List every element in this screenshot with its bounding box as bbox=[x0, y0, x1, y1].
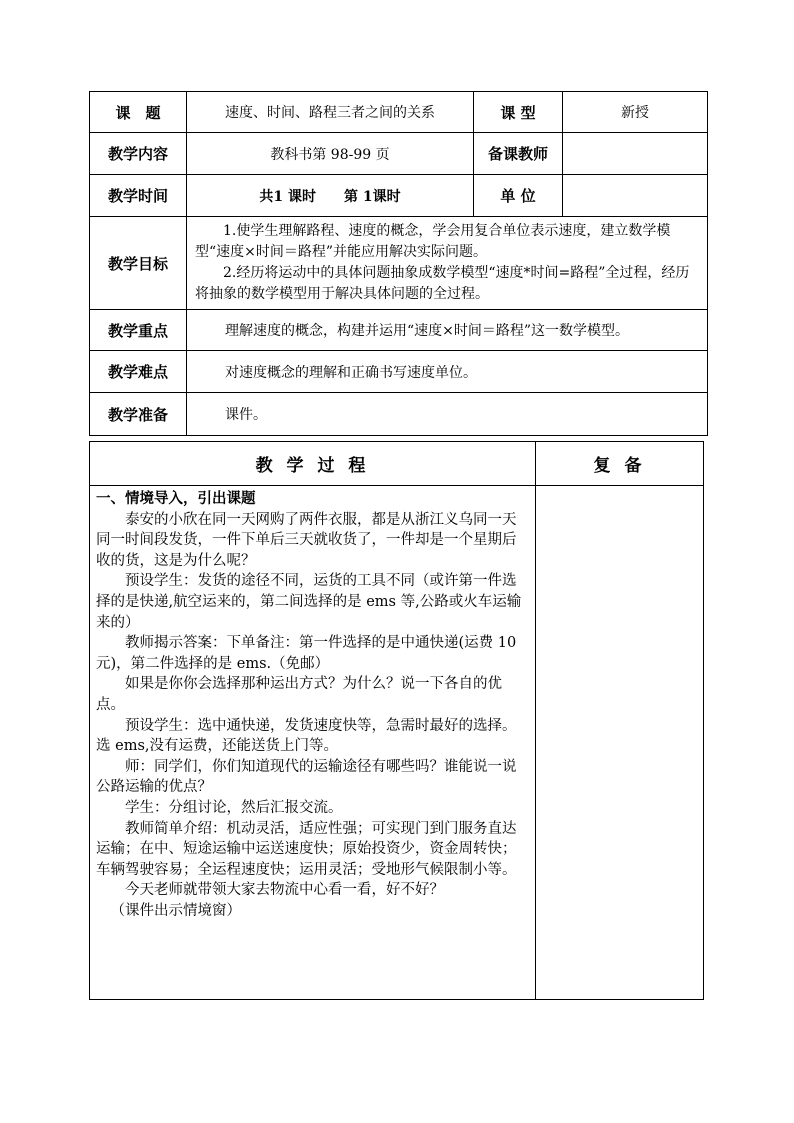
paragraph: 教师简单介绍：机动灵活，适应性强；可实现门到门服务直达运输；在中、短途运输中运送速度快；原始投资少，资金周转快；车辆驾驶容易；全运程速度快；运用灵活；受地形气候限制小等。 bbox=[96, 820, 517, 878]
difficult-label: 教学难点 bbox=[90, 351, 187, 393]
unit-label: 单 位 bbox=[474, 175, 563, 217]
lesson-info-table bbox=[89, 91, 708, 436]
row-difficult bbox=[90, 351, 708, 393]
goals-label: 教学目标 bbox=[90, 217, 187, 310]
courseware-note: （课件出示情境窗） bbox=[110, 902, 241, 919]
prep-label: 教学准备 bbox=[90, 393, 187, 436]
time-value: 共1 课时 第 1课时 bbox=[187, 175, 474, 217]
type-value: 新授 bbox=[563, 92, 708, 133]
paragraph: 预设学生：选中通快递，发货速度快等，急需时最好的选择。选 ems,没有运费，还能送货上门等。 bbox=[96, 717, 517, 755]
process-header: 教 学 过 程 bbox=[90, 442, 536, 486]
topic-value: 速度、时间、路程三者之间的关系 bbox=[187, 92, 474, 133]
unit-value bbox=[563, 175, 708, 217]
row-topic bbox=[90, 92, 708, 133]
row-prep bbox=[90, 393, 708, 436]
prep-value: 课件。 bbox=[187, 393, 708, 436]
review-content bbox=[536, 486, 704, 1000]
section-title: 一、情境导入，引出课题 bbox=[96, 490, 256, 507]
time-label: 教学时间 bbox=[90, 175, 187, 217]
paragraph: 学生：分组讨论，然后汇报交流。 bbox=[125, 799, 343, 816]
row-goals bbox=[90, 217, 708, 310]
process-content bbox=[90, 486, 536, 1000]
paragraph: 教师揭示答案：下单备注：第一件选择的是中通快递(运费 10 元)，第二件选择的是 ems.（免邮） bbox=[96, 635, 517, 672]
goals-cell bbox=[187, 217, 708, 310]
paragraph: 如果是你你会选择那种运出方式？为什么？说一下各自的优点。 bbox=[96, 676, 502, 713]
goal-item-1: 1.使学生理解路程、速度的概念，学会用复合单位表示速度，建立数学模型“速度×时间＝路程”并能应用解决实际问题。 bbox=[195, 223, 671, 260]
type-label: 课 型 bbox=[474, 92, 563, 133]
paragraph: 泰安的小欣在同一天网购了两件衣服，都是从浙江义乌同一天同一时间段发货，一件下单后三天就收货了，一件却是一个星期后收的货，这是为什么呢？ bbox=[96, 511, 517, 569]
goal-item-2: 2.经历将运动中的具体问题抽象成数学模型“速度*时间=路程”全过程，经历将抽象的数学模型用于解决具体问题的全过程。 bbox=[195, 265, 690, 302]
teaching-process-table bbox=[89, 441, 704, 1000]
process-body-row bbox=[90, 486, 704, 1000]
content-value: 教科书第 98-99 页 bbox=[187, 133, 474, 175]
topic-label: 课 题 bbox=[90, 92, 187, 133]
row-time bbox=[90, 175, 708, 217]
row-content bbox=[90, 133, 708, 175]
teacher-value bbox=[563, 133, 708, 175]
review-header: 复 备 bbox=[536, 442, 704, 486]
paragraph: 预设学生：发货的途径不同，运货的工具不同（或许第一件选择的是快递,航空运来的，第二间选择的是 ems 等,公路或火车运输来的） bbox=[96, 573, 522, 631]
difficult-value: 对速度概念的理解和正确书写速度单位。 bbox=[187, 351, 708, 393]
content-label: 教学内容 bbox=[90, 133, 187, 175]
paragraph: 今天老师就带领大家去物流中心看一看，好不好？ bbox=[125, 882, 444, 899]
key-label: 教学重点 bbox=[90, 310, 187, 351]
process-header-row bbox=[90, 442, 704, 486]
teacher-label: 备课教师 bbox=[474, 133, 563, 175]
paragraph: 师：同学们，你们知道现代的运输途径有哪些吗？谁能说一说公路运输的优点？ bbox=[96, 758, 517, 796]
row-key bbox=[90, 310, 708, 351]
key-value: 理解速度的概念，构建并运用“速度×时间＝路程”这一数学模型。 bbox=[187, 310, 708, 351]
